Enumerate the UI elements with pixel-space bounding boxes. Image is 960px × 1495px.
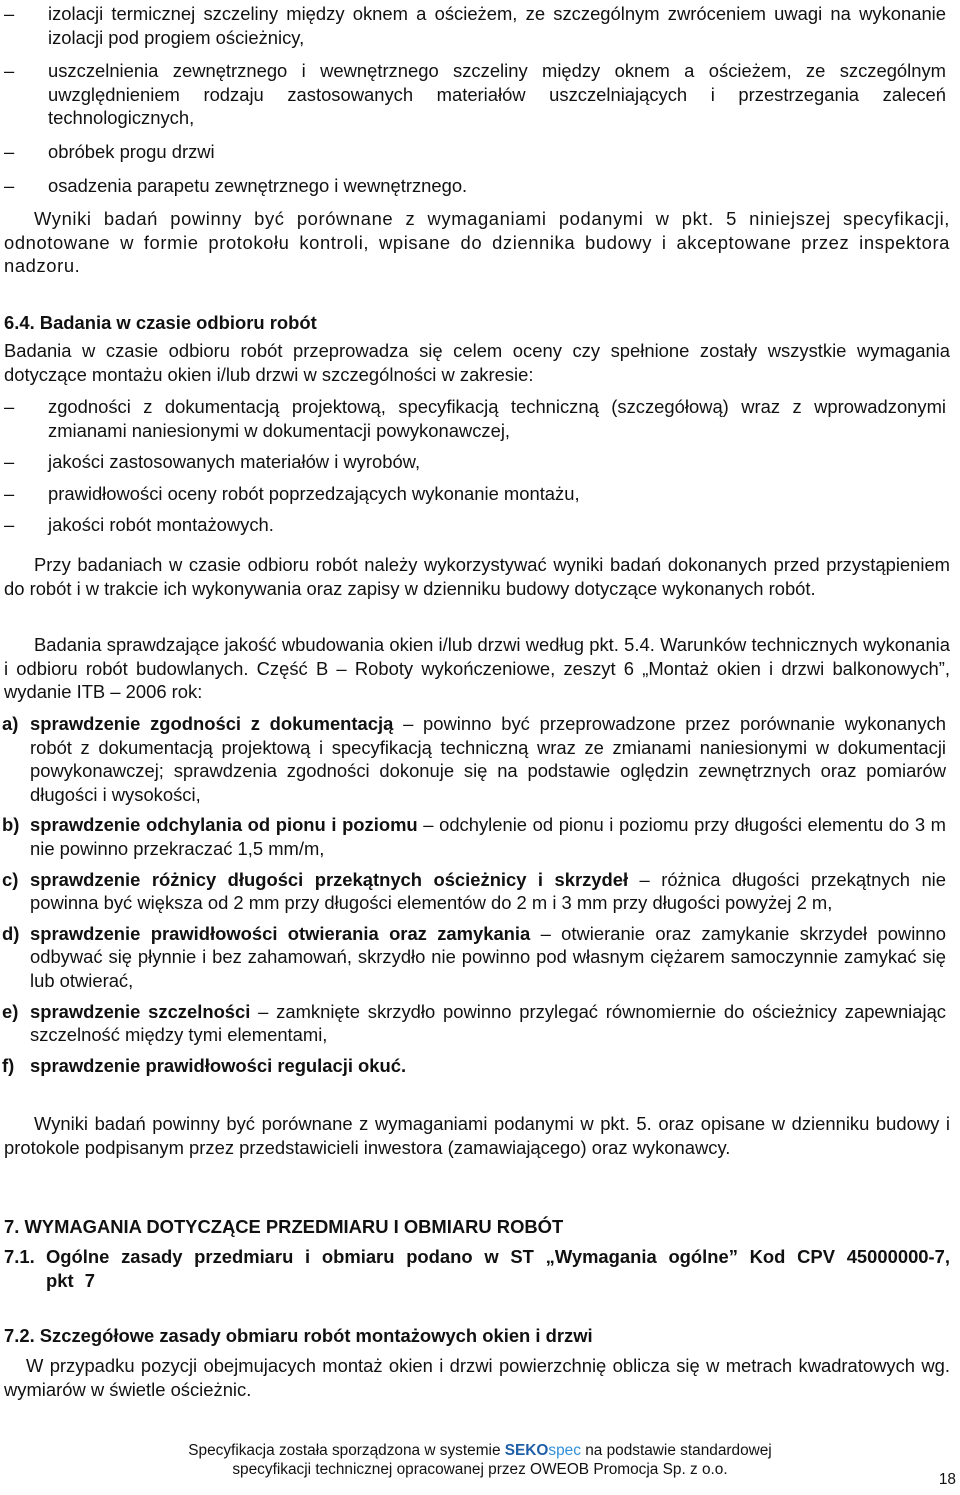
dash-bullet: – [4,396,15,417]
list-item: – izolacji termicznej szczeliny między oknem a ościeżem, ze szczególnym zwróceniem uwagi na wykonanie izolacji pod progiem ościeżnicy, [4,3,946,48]
section-heading-7: 7. WYMAGANIA DOTYCZĄCE PRZEDMIARU I OBMIARU ROBÓT [4,1216,564,1237]
section-7-2-paragraph: W przypadku pozycji obejmujacych montaż okien i drzwi powierzchnię oblicza się w metrach kwadratowych wg. wymiarów w świetle ościeżnic. [4,1355,950,1400]
footer-line-1: Specyfikacja została sporządzona w systemie SEKOspec na podstawie standardowej [188,1442,772,1459]
list-item: – prawidłowości oceny robót poprzedzających wykonanie montażu, [4,482,580,504]
test-item-f: f) sprawdzenie prawidłowości regulacji okuć. [2,1054,407,1076]
test-item-e: e) sprawdzenie szczelności – zamknięte skrzydło powinno przylegać równomiernie do ościeżnicy zapewniając szczelność między tymi elementami, [2,1000,946,1046]
list-item: – uszczelnienia zewnętrznego i wewnętrznego szczeliny między oknem a ościeżem, ze szczególnym uwzględnieniem rodzaju zastosowanych materiałów uszczelniających i przestrzegania zaleceń technologicznych, [4,60,946,129]
section-7-1 [4,1245,950,1292]
top-list [4,2,950,197]
list-item: – obróbek progu drzwi [4,140,215,162]
section-7-1-number: 7.1. [4,1246,35,1267]
section-heading-6-4: 6.4. Badania w czasie odbioru robót [4,312,317,333]
section-6-4-paragraph-4: Wyniki badań powinny być porównane z wymaganiami podanymi w pkt. 5. oraz opisane w dzienniku budowy i protokole podpisanym przez przedstawicieli inwestora (zamawiającego) oraz wykonawcy. [4,1113,950,1158]
section-6-4-paragraph-3: Badania sprawdzające jakość wbudowania okien i/lub drzwi według pkt. 5.4. Warunków technicznych wykonania i odbioru robót budowlanych. Część B – Roboty wykończeniowe, zeszyt 6 „Montaż okien i drzwi balkonowych”, wydanie ITB – 2006 rok: [4,634,950,703]
test-item-c: c) sprawdzenie różnicy długości przekątnych ościeżnicy i skrzydeł – różnica długości przekątnych nie powinna być większa od 2 mm przy długości elementów do 2 m i 3 mm przy długości powyżej 2 m, [2,868,946,914]
page-number: 18 [938,1471,956,1488]
results-paragraph: Wyniki badań powinny być porównane z wymaganiami podanymi w pkt. 5 niniejszej specyfikacji, odnotowane w formie protokołu kontroli, wpisane do dziennika budowy i akceptowane przez inspektora nadzoru. [4,208,950,277]
dash-bullet: – [4,60,15,82]
dash-bullet: – [4,514,15,536]
test-item-b: b) sprawdzenie odchylania od pionu i poziomu – odchylenie od pionu i poziomu przy długości elementu do 3 m nie powinno przekraczać 1,5 mm/m, [2,814,946,859]
test-item-a: a) sprawdzenie zgodności z dokumentacją – powinno być przeprowadzone przez porównanie wykonanych robót z dokumentacją projektową i specyfikacją techniczną wraz ze zmianami naniesionymi w dokumentacji powykonawczej; sprawdzenia zgodności dokonuje się na podstawie oględzin zewnętrznych oraz pomiarów długości i wysokości, [2,713,946,805]
section-6-4-paragraph-2: Przy badaniach w czasie odbioru robót należy wykorzystywać wyniki badań dokonanych przed przystąpieniem do robót i w trakcie ich wykonywania oraz zapisy w dzienniku budowy dotyczące wykonanych robót. [4,554,950,599]
dash-bullet: – [4,140,15,162]
section-6-4-intro: Badania w czasie odbioru robót przeprowadza się celem oceny czy spełnione zostały wszystkie wymagania dotyczące montażu okien i/lub drzwi w szczególności w zakresie: [4,340,950,385]
dash-bullet: – [4,482,15,504]
dash-bullet: – [4,451,15,473]
section-6-4-list [4,395,950,537]
dash-bullet: – [4,174,15,196]
section-7-1-heading: Ogólne zasady przedmiaru i obmiaru podano w ST „Wymagania ogólne” Kod CPV 45000000-7, pkt 7 [46,1246,950,1291]
list-item: – jakości robót montażowych. [4,514,274,536]
list-item: – zgodności z dokumentacją projektową, specyfikacją techniczną (szczegółową) wraz z wprowadzonymi zmianami naniesionymi w dokumentacji powykonawczej, [4,396,946,441]
page-footer [0,1441,960,1479]
list-item: – osadzenia parapetu zewnętrznego i wewnętrznego. [4,174,468,196]
section-heading-7-2: 7.2. Szczegółowe zasady obmiaru robót montażowych okien i drzwi [4,1325,593,1346]
test-item-d: d) sprawdzenie prawidłowości otwierania oraz zamykania – otwieranie oraz zamykanie skrzydeł powinno odbywać się płynnie i bez zahamowań, skrzydło nie powinno pod własnym ciężarem samoczynnie zamykać się lub otwierać, [2,922,946,991]
sekospec-logo: SEKOspec [504,1442,581,1459]
dash-bullet: – [4,3,15,24]
list-item: – jakości zastosowanych materiałów i wyrobów, [4,451,421,473]
footer-line-2: specyfikacji technicznej opracowanej przez OWEOB Promocja Sp. z o.o. [232,1461,728,1478]
test-items [0,712,950,1077]
